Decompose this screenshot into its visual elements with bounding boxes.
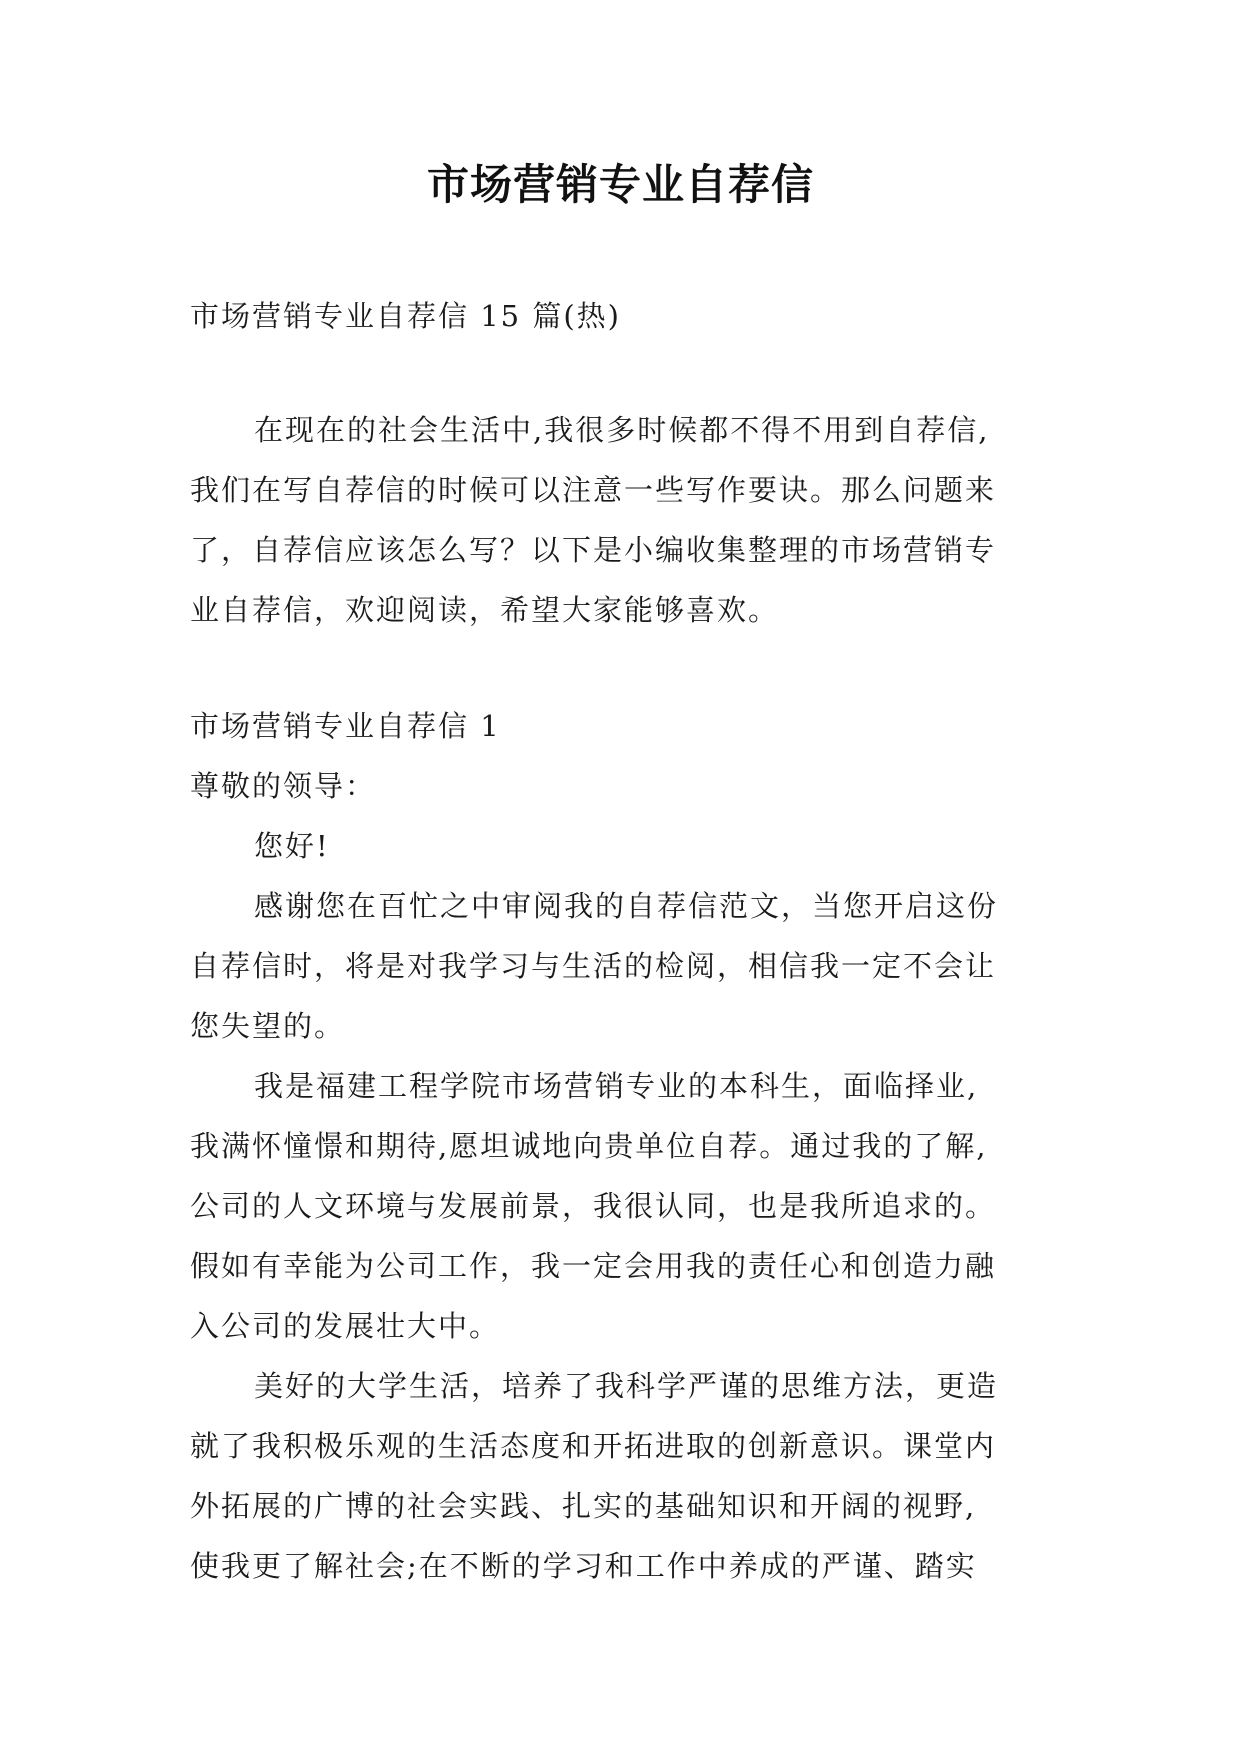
document-subtitle <box>190 286 1062 346</box>
paragraph-line: 就了我积极乐观的生活态度和开拓进取的创新意识。课堂内 <box>190 1429 997 1463</box>
paragraph-line: 假如有幸能为公司工作，我一定会用我的责任心和创造力融 <box>190 1249 997 1283</box>
paragraph-line: 我是福建工程学院市场营销专业的本科生，面临择业, <box>254 1069 979 1103</box>
letter-paragraph-1 <box>190 876 1062 1056</box>
paragraph-line: 我满怀憧憬和期待,愿坦诚地向贵单位自荐。通过我的了解, <box>190 1129 988 1163</box>
paragraph-line: 公司的人文环境与发展前景，我很认同，也是我所追求的。 <box>190 1189 997 1223</box>
paragraph-line: 自荐信时，将是对我学习与生活的检阅，相信我一定不会让 <box>190 949 997 983</box>
intro-line: 在现在的社会生活中,我很多时候都不得不用到自荐信, <box>254 413 990 447</box>
letter-body <box>190 696 1062 1596</box>
letter-greeting: 您好! <box>254 829 330 863</box>
paragraph-line: 外拓展的广博的社会实践、扎实的基础知识和开阔的视野, <box>190 1489 977 1523</box>
letter-paragraph-2 <box>190 1056 1062 1356</box>
letter-paragraph-3 <box>190 1356 1062 1596</box>
intro-line: 我们在写自荐信的时候可以注意一些写作要诀。那么问题来 <box>190 473 997 507</box>
paragraph-line: 入公司的发展壮大中。 <box>190 1309 501 1343</box>
letter-salutation: 尊敬的领导： <box>190 769 377 803</box>
intro-paragraph <box>190 400 1062 640</box>
paragraph-line: 使我更了解社会;在不断的学习和工作中养成的严谨、踏实 <box>190 1549 977 1583</box>
intro-line: 业自荐信，欢迎阅读，希望大家能够喜欢。 <box>190 593 780 627</box>
subtitle-line: 市场营销专业自荐信 15 篇(热) <box>190 299 621 333</box>
paragraph-line: 您失望的。 <box>190 1009 346 1043</box>
paragraph-line: 美好的大学生活，培养了我科学严谨的思维方法，更造 <box>254 1369 999 1403</box>
intro-line: 了，自荐信应该怎么写？以下是小编收集整理的市场营销专 <box>190 533 997 567</box>
document-title: 市场营销专业自荐信 <box>426 160 814 209</box>
paragraph-line: 感谢您在百忙之中审阅我的自荐信范文，当您开启这份 <box>254 889 999 923</box>
letter-heading: 市场营销专业自荐信 1 <box>190 709 501 743</box>
